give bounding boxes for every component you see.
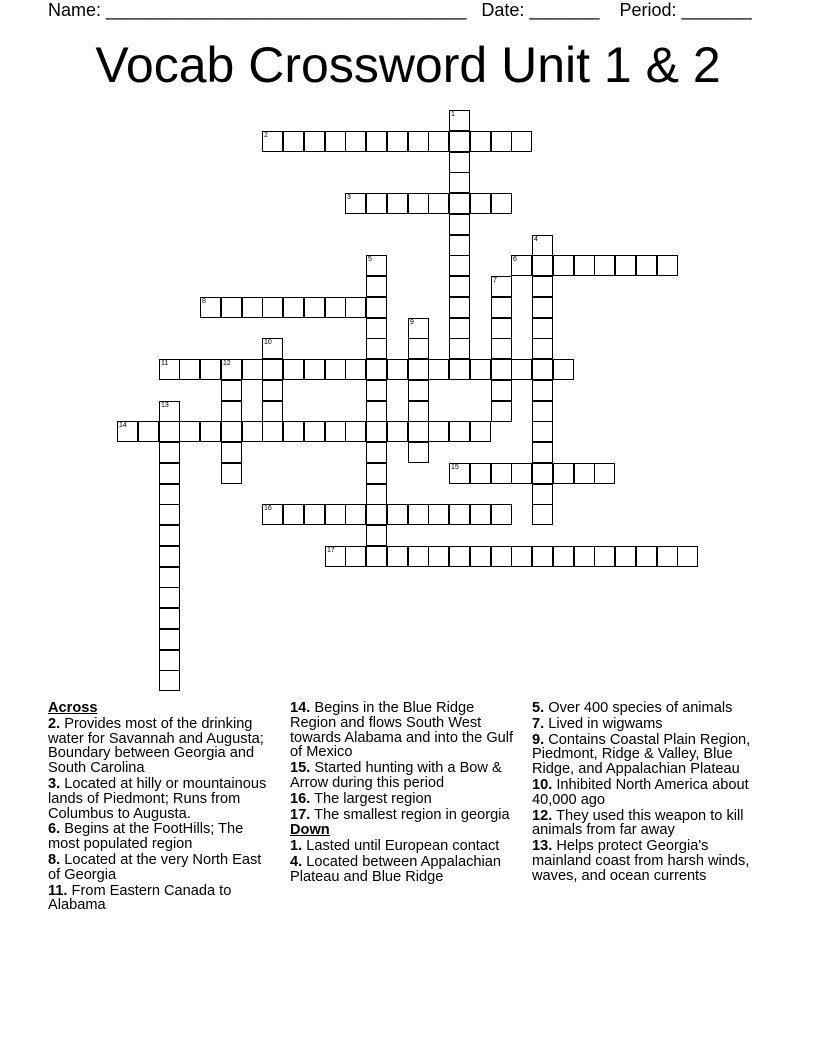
- clue-number: 8.: [48, 851, 61, 868]
- clue-number: 12.: [532, 807, 553, 824]
- crossword-cell[interactable]: [428, 421, 449, 442]
- clue-text: Begins at the FootHills; The most populated region: [48, 821, 244, 853]
- crossword-cell[interactable]: [449, 110, 470, 131]
- clue-number: 11.: [48, 882, 68, 899]
- crossword-cell[interactable]: [408, 421, 429, 442]
- crossword-cell[interactable]: [532, 235, 553, 256]
- crossword-cell[interactable]: [428, 193, 449, 214]
- crossword-cell[interactable]: [449, 297, 470, 318]
- crossword-cell[interactable]: [408, 401, 429, 422]
- crossword-cell[interactable]: [304, 421, 325, 442]
- crossword-cell[interactable]: [677, 546, 698, 567]
- crossword-cell[interactable]: [491, 318, 512, 339]
- crossword-cell[interactable]: [449, 318, 470, 339]
- cell-number: 11: [161, 360, 169, 367]
- clue-text: Located at the very North East of Georgia: [48, 851, 262, 883]
- crossword-cell[interactable]: [553, 546, 574, 567]
- crossword-cell[interactable]: [408, 504, 429, 525]
- clue-heading: Down: [290, 822, 330, 839]
- crossword-cell[interactable]: [345, 131, 366, 152]
- crossword-cell[interactable]: [657, 255, 678, 276]
- crossword-cell[interactable]: [262, 359, 283, 380]
- crossword-cell[interactable]: [242, 359, 263, 380]
- crossword-cell[interactable]: [449, 235, 470, 256]
- crossword-cell[interactable]: [366, 504, 387, 525]
- cell-number: 7: [493, 277, 497, 284]
- clue-text: Located at hilly or mountainous lands of Piedmont; Runs from Columbus to Augusta.: [48, 775, 267, 822]
- clue-item: [532, 778, 768, 808]
- crossword-cell[interactable]: [428, 504, 449, 525]
- crossword-cell[interactable]: [366, 338, 387, 359]
- crossword-cell[interactable]: [387, 359, 408, 380]
- clue-item: [290, 808, 522, 823]
- crossword-cell[interactable]: [345, 504, 366, 525]
- crossword-cell[interactable]: [449, 338, 470, 359]
- clue-text: Lived in wigwams: [548, 715, 663, 732]
- crossword-cell[interactable]: [366, 276, 387, 297]
- crossword-cell[interactable]: [408, 442, 429, 463]
- clue-number: 15.: [290, 760, 311, 777]
- cell-number: 17: [327, 547, 335, 554]
- crossword-cell[interactable]: [262, 338, 283, 359]
- crossword-cell[interactable]: [428, 131, 449, 152]
- clue-text: The smallest region in georgia: [314, 806, 510, 823]
- clue-number: 10.: [532, 776, 553, 793]
- crossword-cell[interactable]: [262, 504, 283, 525]
- crossword-cell[interactable]: [159, 670, 180, 691]
- clue-text: They used this weapon to kill animals from far away: [532, 807, 744, 839]
- crossword-cell[interactable]: [159, 401, 180, 422]
- crossword-cell[interactable]: [159, 650, 180, 671]
- crossword-cell[interactable]: [262, 131, 283, 152]
- clue-text: Provides most of the drinking water for Savannah and Augusta; Boundary between Georgia and South Carolina: [48, 715, 264, 777]
- crossword-cell[interactable]: [532, 297, 553, 318]
- crossword-cell[interactable]: [283, 297, 304, 318]
- crossword-cell[interactable]: [574, 255, 595, 276]
- clue-number: 16.: [290, 790, 311, 807]
- clue-text: Lasted until European contact: [306, 838, 500, 855]
- crossword-cell[interactable]: [345, 297, 366, 318]
- crossword-cell[interactable]: [553, 463, 574, 484]
- crossword-cell[interactable]: [532, 442, 553, 463]
- crossword-cell[interactable]: [615, 546, 636, 567]
- crossword-cell[interactable]: [159, 608, 180, 629]
- clue-item: [532, 733, 768, 777]
- clues-column-2: [290, 701, 522, 886]
- cell-number: 4: [534, 236, 538, 243]
- clue-text: Contains Coastal Plain Region, Piedmont, Ridge & Valley, Blue Ridge, and Appalachian Plateau: [532, 731, 751, 778]
- clue-item: [48, 777, 273, 821]
- crossword-cell[interactable]: [449, 214, 470, 235]
- crossword-cell[interactable]: [449, 359, 470, 380]
- crossword-cell[interactable]: [449, 152, 470, 173]
- crossword-cell[interactable]: [408, 318, 429, 339]
- clues-column-1: [48, 701, 273, 914]
- crossword-cell[interactable]: [242, 297, 263, 318]
- crossword-cell[interactable]: [366, 297, 387, 318]
- clue-number: 3.: [48, 775, 61, 792]
- crossword-cell[interactable]: [491, 359, 512, 380]
- clue-text: Inhibited North America about 40,000 ago: [532, 776, 749, 808]
- crossword-cell[interactable]: [636, 255, 657, 276]
- crossword-cell[interactable]: [345, 421, 366, 442]
- crossword-cell[interactable]: [366, 401, 387, 422]
- crossword-cell[interactable]: [366, 442, 387, 463]
- crossword-cell[interactable]: [636, 546, 657, 567]
- crossword-cell[interactable]: [574, 463, 595, 484]
- crossword-cell[interactable]: [470, 359, 491, 380]
- crossword-cell[interactable]: [532, 401, 553, 422]
- crossword-cell[interactable]: [428, 546, 449, 567]
- crossword-cell[interactable]: [304, 359, 325, 380]
- crossword-cell[interactable]: [449, 504, 470, 525]
- crossword-cell[interactable]: [511, 131, 532, 152]
- crossword-cell[interactable]: [491, 546, 512, 567]
- crossword-cell[interactable]: [657, 546, 678, 567]
- clue-text: The largest region: [314, 790, 432, 807]
- crossword-cell[interactable]: [366, 318, 387, 339]
- clue-item: [290, 839, 522, 854]
- crossword-cell[interactable]: [470, 193, 491, 214]
- crossword-cell[interactable]: [532, 380, 553, 401]
- crossword-cell[interactable]: [325, 546, 346, 567]
- crossword-cell[interactable]: [532, 546, 553, 567]
- crossword-cell[interactable]: [449, 546, 470, 567]
- crossword-cell[interactable]: [408, 359, 429, 380]
- crossword-cell[interactable]: [408, 380, 429, 401]
- crossword-cell[interactable]: [366, 193, 387, 214]
- crossword-cell[interactable]: [117, 421, 138, 442]
- crossword-cell[interactable]: [387, 193, 408, 214]
- crossword-cell[interactable]: [491, 297, 512, 318]
- crossword-cell[interactable]: [283, 504, 304, 525]
- crossword-cell[interactable]: [449, 255, 470, 276]
- clue-item: [290, 701, 522, 760]
- crossword-cell[interactable]: [221, 359, 242, 380]
- crossword-cell[interactable]: [470, 463, 491, 484]
- cell-number: 12: [223, 360, 231, 367]
- crossword-cell[interactable]: [532, 318, 553, 339]
- crossword-cell[interactable]: [325, 297, 346, 318]
- page-title: Vocab Crossword Unit 1 & 2: [95, 37, 721, 93]
- clue-item: [532, 809, 768, 839]
- crossword-cell[interactable]: [387, 546, 408, 567]
- crossword-cell[interactable]: [470, 131, 491, 152]
- clue-text: From Eastern Canada to Alabama: [48, 882, 232, 914]
- crossword-cell[interactable]: [200, 359, 221, 380]
- crossword-cell[interactable]: [491, 131, 512, 152]
- clue-item: [290, 792, 522, 807]
- crossword-cell[interactable]: [200, 297, 221, 318]
- crossword-cell[interactable]: [159, 359, 180, 380]
- crossword-cell[interactable]: [532, 421, 553, 442]
- header-fields: Name: ____________________________________ Date: _______ Period: _______: [48, 0, 752, 20]
- crossword-cell[interactable]: [262, 380, 283, 401]
- cell-number: 16: [264, 505, 272, 512]
- crossword-cell[interactable]: [221, 380, 242, 401]
- clue-text: Started hunting with a Bow & Arrow during this period: [290, 760, 502, 791]
- crossword-cell[interactable]: [221, 442, 242, 463]
- clue-item: [532, 717, 768, 732]
- crossword-cell[interactable]: [159, 484, 180, 505]
- clue-item: [290, 855, 522, 885]
- crossword-cell[interactable]: [221, 401, 242, 422]
- clue-number: 1.: [290, 838, 303, 855]
- clue-number: 6.: [48, 821, 61, 838]
- crossword-cell[interactable]: [387, 131, 408, 152]
- crossword-cell[interactable]: [221, 421, 242, 442]
- cell-number: 3: [347, 194, 351, 201]
- crossword-cell[interactable]: [159, 525, 180, 546]
- crossword-cell[interactable]: [159, 421, 180, 442]
- clue-item: [48, 853, 273, 883]
- crossword-cell[interactable]: [159, 567, 180, 588]
- cell-number: 5: [368, 256, 372, 263]
- clue-number: 4.: [290, 853, 303, 870]
- crossword-cell[interactable]: [366, 255, 387, 276]
- cell-number: 6: [513, 256, 517, 263]
- crossword-cell[interactable]: [366, 380, 387, 401]
- clue-number: 5.: [532, 700, 545, 716]
- crossword-cell[interactable]: [366, 546, 387, 567]
- clues-column-3: [532, 701, 768, 885]
- crossword-cell[interactable]: [491, 463, 512, 484]
- clue-heading: Across: [48, 700, 98, 716]
- crossword-cell[interactable]: [283, 421, 304, 442]
- clue-number: 14.: [290, 700, 311, 716]
- clue-text: Located between Appalachian Plateau and Blue Ridge: [290, 853, 501, 885]
- clue-number: 2.: [48, 715, 61, 732]
- crossword-cell[interactable]: [304, 297, 325, 318]
- clue-number: 13.: [532, 838, 553, 855]
- crossword-cell[interactable]: [262, 401, 283, 422]
- crossword-cell[interactable]: [242, 421, 263, 442]
- crossword-cell[interactable]: [615, 255, 636, 276]
- crossword-cell[interactable]: [200, 421, 221, 442]
- crossword-cell[interactable]: [511, 359, 532, 380]
- crossword-cell[interactable]: [159, 587, 180, 608]
- crossword-cell[interactable]: [159, 463, 180, 484]
- crossword-cell[interactable]: [387, 421, 408, 442]
- crossword-cell[interactable]: [532, 255, 553, 276]
- cell-number: 15: [451, 464, 459, 471]
- crossword-cell[interactable]: [532, 484, 553, 505]
- crossword-cell[interactable]: [408, 193, 429, 214]
- cell-number: 1: [451, 111, 455, 118]
- crossword-cell[interactable]: [532, 359, 553, 380]
- crossword-cell[interactable]: [408, 131, 429, 152]
- crossword-cell[interactable]: [304, 504, 325, 525]
- crossword-cell[interactable]: [304, 131, 325, 152]
- crossword-cell[interactable]: [159, 442, 180, 463]
- cell-number: 8: [202, 298, 206, 305]
- crossword-cell[interactable]: [491, 380, 512, 401]
- crossword-cell[interactable]: [387, 504, 408, 525]
- crossword-cell[interactable]: [491, 276, 512, 297]
- crossword-cell[interactable]: [491, 504, 512, 525]
- crossword-cell[interactable]: [159, 546, 180, 567]
- crossword-cell[interactable]: [428, 359, 449, 380]
- crossword-cell[interactable]: [325, 421, 346, 442]
- crossword-cell[interactable]: [325, 131, 346, 152]
- crossword-cell[interactable]: [262, 421, 283, 442]
- clue-item: [532, 701, 768, 716]
- crossword-cell[interactable]: [283, 359, 304, 380]
- clue-item: [532, 839, 768, 883]
- crossword-cell[interactable]: [159, 629, 180, 650]
- crossword-cell[interactable]: [470, 504, 491, 525]
- crossword-cell[interactable]: [179, 359, 200, 380]
- clue-number: 7.: [532, 715, 545, 732]
- crossword-cell[interactable]: [449, 276, 470, 297]
- crossword-cell[interactable]: [449, 421, 470, 442]
- crossword-cell[interactable]: [532, 338, 553, 359]
- crossword-cell[interactable]: [532, 504, 553, 525]
- crossword-cell[interactable]: [325, 504, 346, 525]
- clue-item: [48, 822, 273, 852]
- crossword-cell[interactable]: [553, 255, 574, 276]
- crossword-cell[interactable]: [449, 172, 470, 193]
- clue-number: 9.: [532, 731, 545, 748]
- crossword-cell[interactable]: [408, 338, 429, 359]
- crossword-cell[interactable]: [283, 131, 304, 152]
- crossword-cell[interactable]: [574, 546, 595, 567]
- crossword-cell[interactable]: [179, 421, 200, 442]
- cell-number: 14: [119, 422, 127, 429]
- crossword-cell[interactable]: [511, 546, 532, 567]
- crossword-cell[interactable]: [325, 359, 346, 380]
- clue-text: Over 400 species of animals: [548, 700, 733, 716]
- crossword-cell[interactable]: [449, 131, 470, 152]
- crossword-cell[interactable]: [594, 546, 615, 567]
- crossword-cell[interactable]: [138, 421, 159, 442]
- cell-number: 13: [161, 402, 169, 409]
- crossword-cell[interactable]: [262, 297, 283, 318]
- clue-item: [48, 717, 273, 776]
- cell-number: 2: [264, 132, 268, 139]
- clue-number: 17.: [290, 806, 311, 823]
- crossword-cell[interactable]: [345, 193, 366, 214]
- crossword-cell[interactable]: [345, 359, 366, 380]
- crossword-cell[interactable]: [511, 463, 532, 484]
- crossword-cell[interactable]: [470, 421, 491, 442]
- crossword-cell[interactable]: [221, 463, 242, 484]
- crossword-cell[interactable]: [553, 359, 574, 380]
- crossword-cell[interactable]: [366, 421, 387, 442]
- crossword-cell[interactable]: [366, 359, 387, 380]
- crossword-cell[interactable]: [511, 255, 532, 276]
- crossword-cell[interactable]: [345, 546, 366, 567]
- crossword-cell[interactable]: [449, 193, 470, 214]
- crossword-cell[interactable]: [159, 504, 180, 525]
- crossword-cell[interactable]: [221, 297, 242, 318]
- crossword-cell[interactable]: [366, 525, 387, 546]
- crossword-cell[interactable]: [470, 546, 491, 567]
- clue-text: Helps protect Georgia's mainland coast from harsh winds, waves, and ocean currents: [532, 838, 750, 884]
- crossword-cell[interactable]: [491, 401, 512, 422]
- crossword-cell[interactable]: [594, 463, 615, 484]
- crossword-cell[interactable]: [366, 484, 387, 505]
- crossword-cell[interactable]: [449, 463, 470, 484]
- cell-number: 9: [410, 319, 414, 326]
- crossword-cell[interactable]: [366, 131, 387, 152]
- clue-text: Begins in the Blue Ridge Region and flows South West towards Alabama and into the Gulf of Mexico: [290, 700, 514, 761]
- crossword-cell[interactable]: [491, 193, 512, 214]
- crossword-cell[interactable]: [532, 463, 553, 484]
- crossword-cell[interactable]: [532, 276, 553, 297]
- crossword-cell[interactable]: [491, 338, 512, 359]
- clue-item: [48, 884, 273, 914]
- clue-item: [290, 761, 522, 791]
- cell-number: 10: [264, 339, 272, 346]
- crossword-cell[interactable]: [594, 255, 615, 276]
- crossword-cell[interactable]: [408, 546, 429, 567]
- crossword-cell[interactable]: [366, 463, 387, 484]
